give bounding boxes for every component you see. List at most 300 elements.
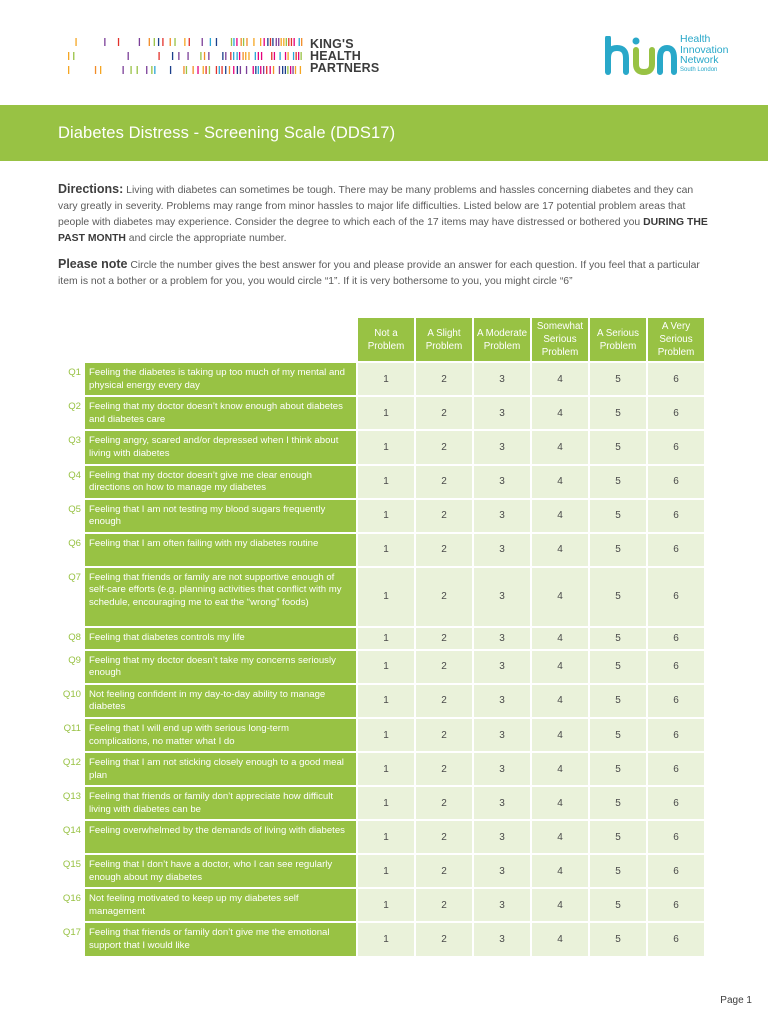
rating-option[interactable]: 2 (416, 534, 472, 566)
logo-bar (95, 66, 96, 74)
rating-option[interactable]: 2 (416, 923, 472, 955)
question-number: Q2 (68, 401, 81, 413)
note-text: Circle the number gives the best answer for you and please provide an answer for each question. If you feel that a particular item is not a bother or a problem for you, you would circle “1”. If it is very bothersome to you, you might circle “6” (58, 260, 700, 287)
question-number: Q4 (68, 469, 81, 481)
kings-health-partners-logo (66, 36, 380, 80)
logo-bar (189, 38, 190, 46)
rating-option[interactable]: 1 (358, 923, 414, 955)
rating-option[interactable]: 6 (648, 651, 704, 683)
rating-option[interactable]: 2 (416, 363, 472, 395)
question-text: Not feeling confident in my day-to-day ability to manage diabetes (85, 685, 356, 717)
logo-bar (233, 66, 234, 74)
logo-bar (258, 66, 259, 74)
rating-option[interactable]: 4 (532, 685, 588, 717)
question-row (60, 466, 704, 498)
rating-option[interactable]: 4 (532, 431, 588, 463)
logo-bar (68, 66, 69, 74)
rating-option[interactable]: 3 (474, 889, 530, 921)
rating-option[interactable]: 1 (358, 500, 414, 532)
logo-bar (245, 52, 246, 60)
question-row (60, 628, 704, 649)
rating-option[interactable]: 5 (590, 651, 646, 683)
page-number: Page 1 (720, 995, 752, 1006)
logo-bar (216, 66, 217, 74)
hin-subtitle: South London (680, 66, 718, 73)
rating-option[interactable]: 1 (358, 787, 414, 819)
health-innovation-network-logo (604, 32, 744, 78)
rating-option[interactable]: 6 (648, 821, 704, 853)
note-lead: Please note (58, 257, 128, 271)
logo-bar (300, 52, 301, 60)
rating-option[interactable]: 4 (532, 397, 588, 429)
questionnaire-table-wrap (58, 316, 710, 958)
logo-bar (242, 52, 243, 60)
rating-option[interactable]: 6 (648, 466, 704, 498)
logo-bar (237, 66, 238, 74)
blank-header-cell (60, 318, 83, 361)
rating-option[interactable]: 5 (590, 685, 646, 717)
logo-bar (239, 52, 240, 60)
rating-option[interactable]: 2 (416, 889, 472, 921)
rating-option[interactable]: 2 (416, 821, 472, 853)
question-row (60, 889, 704, 921)
khp-line-3: PARTNERS (310, 61, 380, 75)
logo-bar (263, 66, 264, 74)
rating-option[interactable]: 5 (590, 889, 646, 921)
rating-option[interactable]: 2 (416, 397, 472, 429)
logo-bar (162, 38, 163, 46)
rating-option[interactable]: 6 (648, 568, 704, 626)
question-number: Q15 (62, 859, 81, 871)
logo-bar (149, 38, 150, 46)
rating-option[interactable]: 3 (474, 719, 530, 751)
rating-option[interactable]: 1 (358, 821, 414, 853)
rating-option[interactable]: 4 (532, 363, 588, 395)
question-text: Feeling that friends or family don’t give me the emotional support that I would like (85, 923, 356, 955)
logo-bar (104, 38, 105, 46)
question-text: Feeling that I don’t have a doctor, who I can see regularly enough about my diabetes (85, 855, 356, 887)
question-text: Feeling that I am often failing with my diabetes routine (85, 534, 356, 566)
question-row (60, 787, 704, 819)
rating-option[interactable]: 5 (590, 855, 646, 887)
logo-bar (204, 52, 205, 60)
logo-bar (300, 66, 301, 74)
rating-option[interactable]: 3 (474, 397, 530, 429)
logo-bar (73, 52, 74, 60)
rating-option[interactable]: 1 (358, 431, 414, 463)
logo-bar (288, 38, 289, 46)
rating-option[interactable]: 1 (358, 889, 414, 921)
logo-bar (281, 38, 282, 46)
rating-option[interactable]: 4 (532, 753, 588, 785)
question-row (60, 753, 704, 785)
logo-bar (170, 38, 171, 46)
page-header (0, 0, 768, 105)
rating-option[interactable]: 2 (416, 855, 472, 887)
rating-option[interactable]: 4 (532, 787, 588, 819)
logo-bar (271, 52, 272, 60)
logo-bar (236, 52, 237, 60)
rating-option[interactable]: 1 (358, 466, 414, 498)
logo-bar (130, 66, 131, 74)
rating-option[interactable]: 6 (648, 685, 704, 717)
logo-bar (222, 52, 223, 60)
question-number: Q14 (62, 825, 81, 837)
logo-bar (296, 52, 297, 60)
question-number: Q5 (68, 503, 81, 515)
question-text: Feeling that I will end up with serious long-term complications, no matter what I do (85, 719, 356, 751)
logo-bar (209, 66, 210, 74)
logo-bar (128, 52, 129, 60)
rating-option[interactable]: 5 (590, 534, 646, 566)
rating-option[interactable]: 5 (590, 923, 646, 955)
logo-bar (216, 38, 217, 46)
hin-logo-text (680, 34, 728, 74)
logo-bar (253, 38, 254, 46)
column-header: A Moderate Problem (474, 318, 530, 361)
rating-option[interactable]: 5 (590, 363, 646, 395)
column-header: A Serious Problem (590, 318, 646, 361)
question-row (60, 719, 704, 751)
rating-option[interactable]: 3 (474, 651, 530, 683)
logo-bar (210, 38, 211, 46)
rating-option[interactable]: 3 (474, 500, 530, 532)
logo-bar (118, 38, 119, 46)
logo-bar (260, 38, 261, 46)
logo-bar (225, 66, 226, 74)
question-text: Feeling overwhelmed by the demands of living with diabetes (85, 821, 356, 853)
rating-option[interactable]: 3 (474, 855, 530, 887)
logo-bar (233, 52, 234, 60)
logo-bar (137, 66, 138, 74)
logo-bar (258, 52, 259, 60)
rating-option[interactable]: 3 (474, 534, 530, 566)
question-text: Feeling that friends or family don’t appreciate how difficult living with diabetes can be (85, 787, 356, 819)
rating-option[interactable]: 6 (648, 889, 704, 921)
rating-option[interactable]: 1 (358, 855, 414, 887)
logo-bar (285, 52, 286, 60)
logo-bar (230, 52, 231, 60)
title-banner (0, 105, 768, 161)
rating-option[interactable]: 4 (532, 923, 588, 955)
logo-bar (151, 66, 152, 74)
logo-bar (100, 66, 101, 74)
page-title: Diabetes Distress - Screening Scale (DDS17) (58, 124, 396, 142)
logo-bar (187, 52, 188, 60)
rating-option[interactable]: 4 (532, 568, 588, 626)
logo-bar (273, 66, 274, 74)
question-text: Feeling that my doctor doesn’t give me clear enough directions on how to manage my diabetes (85, 466, 356, 498)
rating-option[interactable]: 2 (416, 431, 472, 463)
rating-option[interactable]: 6 (648, 923, 704, 955)
rating-option[interactable]: 1 (358, 685, 414, 717)
logo-bar (295, 66, 296, 74)
rating-option[interactable]: 5 (590, 568, 646, 626)
rating-option[interactable]: 6 (648, 787, 704, 819)
hin-line-3: Network (680, 54, 719, 66)
logo-bar (285, 66, 286, 74)
rating-option[interactable]: 5 (590, 753, 646, 785)
logo-bar (301, 38, 302, 46)
rating-option[interactable]: 3 (474, 431, 530, 463)
question-text: Feeling that my doctor doesn’t take my concerns seriously enough (85, 651, 356, 683)
question-text: Feeling that I am not sticking closely enough to a good meal plan (85, 753, 356, 785)
rating-option[interactable]: 3 (474, 628, 530, 649)
logo-bar (291, 38, 292, 46)
rating-option[interactable]: 6 (648, 534, 704, 566)
column-header: A Very Serious Problem (648, 318, 704, 361)
logo-bar (272, 38, 273, 46)
logo-bar (278, 38, 279, 46)
question-text: Feeling that diabetes controls my life (85, 628, 356, 649)
logo-bar (236, 38, 237, 46)
question-row (60, 568, 704, 626)
note-paragraph (58, 256, 710, 290)
logo-bar (279, 52, 280, 60)
rating-option[interactable]: 4 (532, 719, 588, 751)
rating-option[interactable]: 2 (416, 500, 472, 532)
rating-option[interactable]: 1 (358, 534, 414, 566)
hin-mark-icon (604, 36, 678, 76)
logo-bar (292, 66, 293, 74)
question-text: Feeling angry, scared and/or depressed when I think about living with diabetes (85, 431, 356, 463)
rating-option[interactable]: 1 (358, 719, 414, 751)
rating-option[interactable]: 5 (590, 719, 646, 751)
logo-bar (192, 66, 193, 74)
question-number: Q10 (62, 688, 81, 700)
logo-bar (287, 52, 288, 60)
question-row (60, 923, 704, 955)
question-text: Feeling the diabetes is taking up too much of my mental and physical energy every day (85, 363, 356, 395)
logo-bar (293, 52, 294, 60)
rating-option[interactable]: 2 (416, 685, 472, 717)
logo-bar (248, 52, 249, 60)
question-number: Q11 (63, 722, 81, 734)
question-number: Q16 (62, 893, 81, 905)
logo-bar (221, 66, 222, 74)
rating-option[interactable]: 4 (532, 628, 588, 649)
logo-bar (290, 66, 291, 74)
logo-bar (253, 66, 254, 74)
question-text: Feeling that my doctor doesn’t know enough about diabetes and diabetes care (85, 397, 356, 429)
rating-option[interactable]: 3 (474, 821, 530, 853)
rating-option[interactable]: 5 (590, 787, 646, 819)
logo-bar (154, 38, 155, 46)
rating-option[interactable]: 3 (474, 363, 530, 395)
rating-option[interactable]: 4 (532, 855, 588, 887)
question-number: Q13 (62, 791, 81, 803)
logo-bar (75, 38, 76, 46)
question-row (60, 363, 704, 395)
rating-option[interactable]: 6 (648, 397, 704, 429)
directions-text-2: and circle the appropriate number. (125, 233, 287, 244)
rating-option[interactable]: 6 (648, 628, 704, 649)
logo-bar (246, 38, 247, 46)
rating-option[interactable]: 2 (416, 719, 472, 751)
rating-option[interactable]: 1 (358, 628, 414, 649)
logo-bar (197, 66, 198, 74)
question-number: Q17 (62, 927, 81, 939)
rating-option[interactable]: 5 (590, 628, 646, 649)
question-row (60, 431, 704, 463)
logo-bar (255, 66, 256, 74)
logo-bar (183, 66, 184, 74)
logo-bar (282, 66, 283, 74)
hin-line-1: Health (680, 33, 711, 45)
logo-bar (298, 52, 299, 60)
rating-option[interactable]: 3 (474, 923, 530, 955)
logo-bar (274, 52, 275, 60)
khp-logo-text (310, 38, 379, 74)
rating-option[interactable]: 2 (416, 466, 472, 498)
rating-option[interactable]: 5 (590, 500, 646, 532)
rating-option[interactable]: 3 (474, 685, 530, 717)
question-row (60, 397, 704, 429)
question-row (60, 534, 704, 566)
logo-bar (270, 66, 271, 74)
logo-bar (186, 66, 187, 74)
question-number: Q8 (68, 631, 81, 643)
logo-bar (255, 52, 256, 60)
rating-option[interactable]: 2 (416, 787, 472, 819)
questionnaire-table (58, 316, 706, 958)
hin-line-2: Innovation (680, 43, 729, 56)
logo-bar (294, 38, 295, 46)
logo-bar (158, 38, 159, 46)
column-header-row (60, 318, 704, 361)
rating-option[interactable]: 2 (416, 753, 472, 785)
logo-bar (158, 52, 159, 60)
rating-option[interactable]: 4 (532, 821, 588, 853)
rating-option[interactable]: 4 (532, 889, 588, 921)
question-row (60, 821, 704, 853)
question-text: Not feeling motivated to keep up my diabetes self management (85, 889, 356, 921)
logo-bar (229, 66, 230, 74)
logo-bar (241, 38, 242, 46)
rating-option[interactable]: 3 (474, 466, 530, 498)
rating-option[interactable]: 3 (474, 753, 530, 785)
khp-line-1: KING'S (310, 37, 354, 51)
logo-bar (122, 66, 123, 74)
logo-bar (267, 38, 268, 46)
rating-option[interactable]: 5 (590, 397, 646, 429)
logo-bar (264, 38, 265, 46)
logo-bar (205, 66, 206, 74)
question-number: Q1 (68, 367, 81, 378)
logo-bar (270, 38, 271, 46)
rating-option[interactable]: 3 (474, 787, 530, 819)
rating-option[interactable]: 6 (648, 753, 704, 785)
rating-option[interactable]: 3 (474, 568, 530, 626)
rating-option[interactable]: 2 (416, 568, 472, 626)
rating-option[interactable]: 4 (532, 466, 588, 498)
logo-bar (287, 66, 288, 74)
logo-bar (184, 38, 185, 46)
question-number: Q7 (68, 571, 81, 583)
rating-option[interactable]: 1 (358, 397, 414, 429)
question-row (60, 651, 704, 683)
question-text: Feeling that friends or family are not supportive enough of self-care efforts (e.g. planning activities that conflict with my schedule, encouraging me to eat the “wrong” foods) (85, 568, 356, 626)
blank-header-cell (85, 318, 356, 361)
logo-bar (260, 66, 261, 74)
logo-bar (243, 38, 244, 46)
logo-bar (279, 66, 280, 74)
logo-bar (68, 52, 69, 60)
question-number: Q9 (68, 654, 81, 666)
logo-bar (202, 38, 203, 46)
rating-option[interactable]: 4 (532, 651, 588, 683)
logo-bar (225, 52, 226, 60)
question-row (60, 855, 704, 887)
question-rows (60, 363, 704, 956)
logo-bar (172, 52, 173, 60)
rating-option[interactable]: 2 (416, 628, 472, 649)
column-header: Not a Problem (358, 318, 414, 361)
question-row (60, 500, 704, 532)
directions-text-1: Living with diabetes can sometimes be tough. There may be many problems and hassles concerning diabetes and they can vary greatly in severity. Problems may range from minor hassles to major life difficulties. Listed below are 17 potential problem areas that people with diabetes may experience. Consider the degree to which each of the 17 items may have distressed or bothered you (58, 185, 694, 228)
rating-option[interactable]: 4 (532, 534, 588, 566)
logo-bar (203, 66, 204, 74)
rating-option[interactable]: 2 (416, 651, 472, 683)
logo-bar (286, 38, 287, 46)
logo-bar (299, 38, 300, 46)
logo-bar (174, 38, 175, 46)
rating-option[interactable]: 5 (590, 821, 646, 853)
rating-option[interactable]: 1 (358, 651, 414, 683)
rating-option[interactable]: 6 (648, 500, 704, 532)
rating-option[interactable]: 6 (648, 363, 704, 395)
logo-bar (261, 52, 262, 60)
question-row (60, 685, 704, 717)
rating-option[interactable]: 6 (648, 431, 704, 463)
directions-emphasis: DURING THE PAST MONTH (58, 217, 708, 244)
rating-option[interactable]: 4 (532, 500, 588, 532)
logo-bar (200, 52, 201, 60)
rating-option[interactable]: 6 (648, 855, 704, 887)
column-header: A Slight Problem (416, 318, 472, 361)
khp-barcode-icon (66, 36, 306, 80)
logo-bar (208, 52, 209, 60)
logo-bar (240, 66, 241, 74)
question-number: Q6 (68, 537, 81, 549)
logo-bar (276, 38, 277, 46)
rating-option[interactable]: 1 (358, 363, 414, 395)
directions-lead: Directions: (58, 182, 124, 196)
rating-option[interactable]: 5 (590, 431, 646, 463)
logo-bar (219, 66, 220, 74)
logo-bar (178, 52, 179, 60)
rating-option[interactable]: 6 (648, 719, 704, 751)
logo-bar (266, 66, 267, 74)
rating-option[interactable]: 1 (358, 568, 414, 626)
logo-bar (231, 38, 232, 46)
logo-bar (246, 66, 247, 74)
question-number: Q12 (62, 757, 81, 769)
column-header: Somewhat Serious Problem (532, 318, 588, 361)
logo-bar (283, 38, 284, 46)
rating-option[interactable]: 1 (358, 753, 414, 785)
logo-bar (146, 66, 147, 74)
logo-bar (154, 66, 155, 74)
khp-line-2: HEALTH (310, 49, 361, 63)
question-number: Q3 (68, 435, 81, 447)
question-text: Feeling that I am not testing my blood sugars frequently enough (85, 500, 356, 532)
logo-bar (139, 38, 140, 46)
directions-paragraph (58, 181, 710, 247)
logo-bar (170, 66, 171, 74)
logo-bar (233, 38, 234, 46)
rating-option[interactable]: 5 (590, 466, 646, 498)
